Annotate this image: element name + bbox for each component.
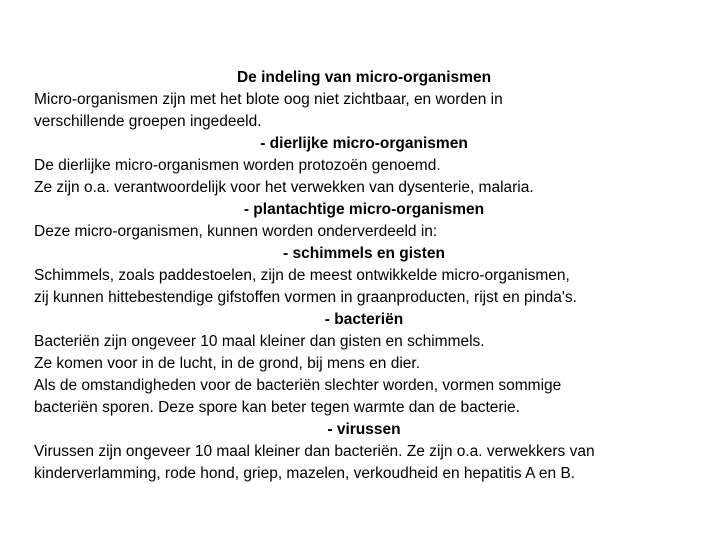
section-text-line: bacteriën sporen. Deze spore kan beter tegen warmte dan de bacterie. — [34, 399, 520, 416]
section-text-line: zij kunnen hittebestendige gifstoffen vormen in graanproducten, rijst en pinda's. — [34, 289, 577, 306]
section-text-line: De dierlijke micro‑organismen worden protozoën genoemd. — [34, 157, 441, 174]
section-heading-dierlijke: ‑ dierlijke micro‑organismen — [260, 135, 468, 152]
section-text-line: Bacteriën zijn ongeveer 10 maal kleiner dan gisten en schimmels. — [34, 333, 485, 350]
section-text-line: Deze micro‑organismen, kunnen worden onderverdeeld in: — [34, 223, 438, 240]
intro-line: Micro‑organismen zijn met het blote oog niet zichtbaar, en worden in — [34, 91, 503, 108]
section-heading-plantachtige: ‑ plantachtige micro‑organismen — [243, 201, 485, 218]
section-heading-virussen: ‑ virussen — [327, 421, 401, 438]
section-text-line: Schimmels, zoals paddestoelen, zijn de meest ontwikkelde micro‑organismen, — [34, 267, 570, 284]
section-heading-schimmels: ‑ schimmels en gisten — [283, 245, 445, 262]
document-body — [34, 67, 694, 485]
section-text-line: Ze komen voor in de lucht, in de grond, bij mens en dier. — [34, 355, 420, 372]
section-text-line: Als de omstandigheden voor de bacteriën slechter worden, vormen sommige — [34, 377, 562, 394]
section-heading-bacterien: - bacteriën — [324, 311, 404, 328]
section-text-line: Virussen zijn ongeveer 10 maal kleiner dan bacteriën. Ze zijn o.a. verwekkers van — [34, 443, 595, 460]
page-title: De indeling van micro‑organismen — [236, 69, 492, 86]
section-text-line: Ze zijn o.a. verantwoordelijk voor het verwekken van dysenterie, malaria. — [34, 179, 534, 196]
intro-line: verschillende groepen ingedeeld. — [34, 113, 262, 130]
section-text-line: kinderverlamming, rode hond, griep, mazelen, verkoudheid en hepatitis A en B. — [34, 465, 576, 482]
